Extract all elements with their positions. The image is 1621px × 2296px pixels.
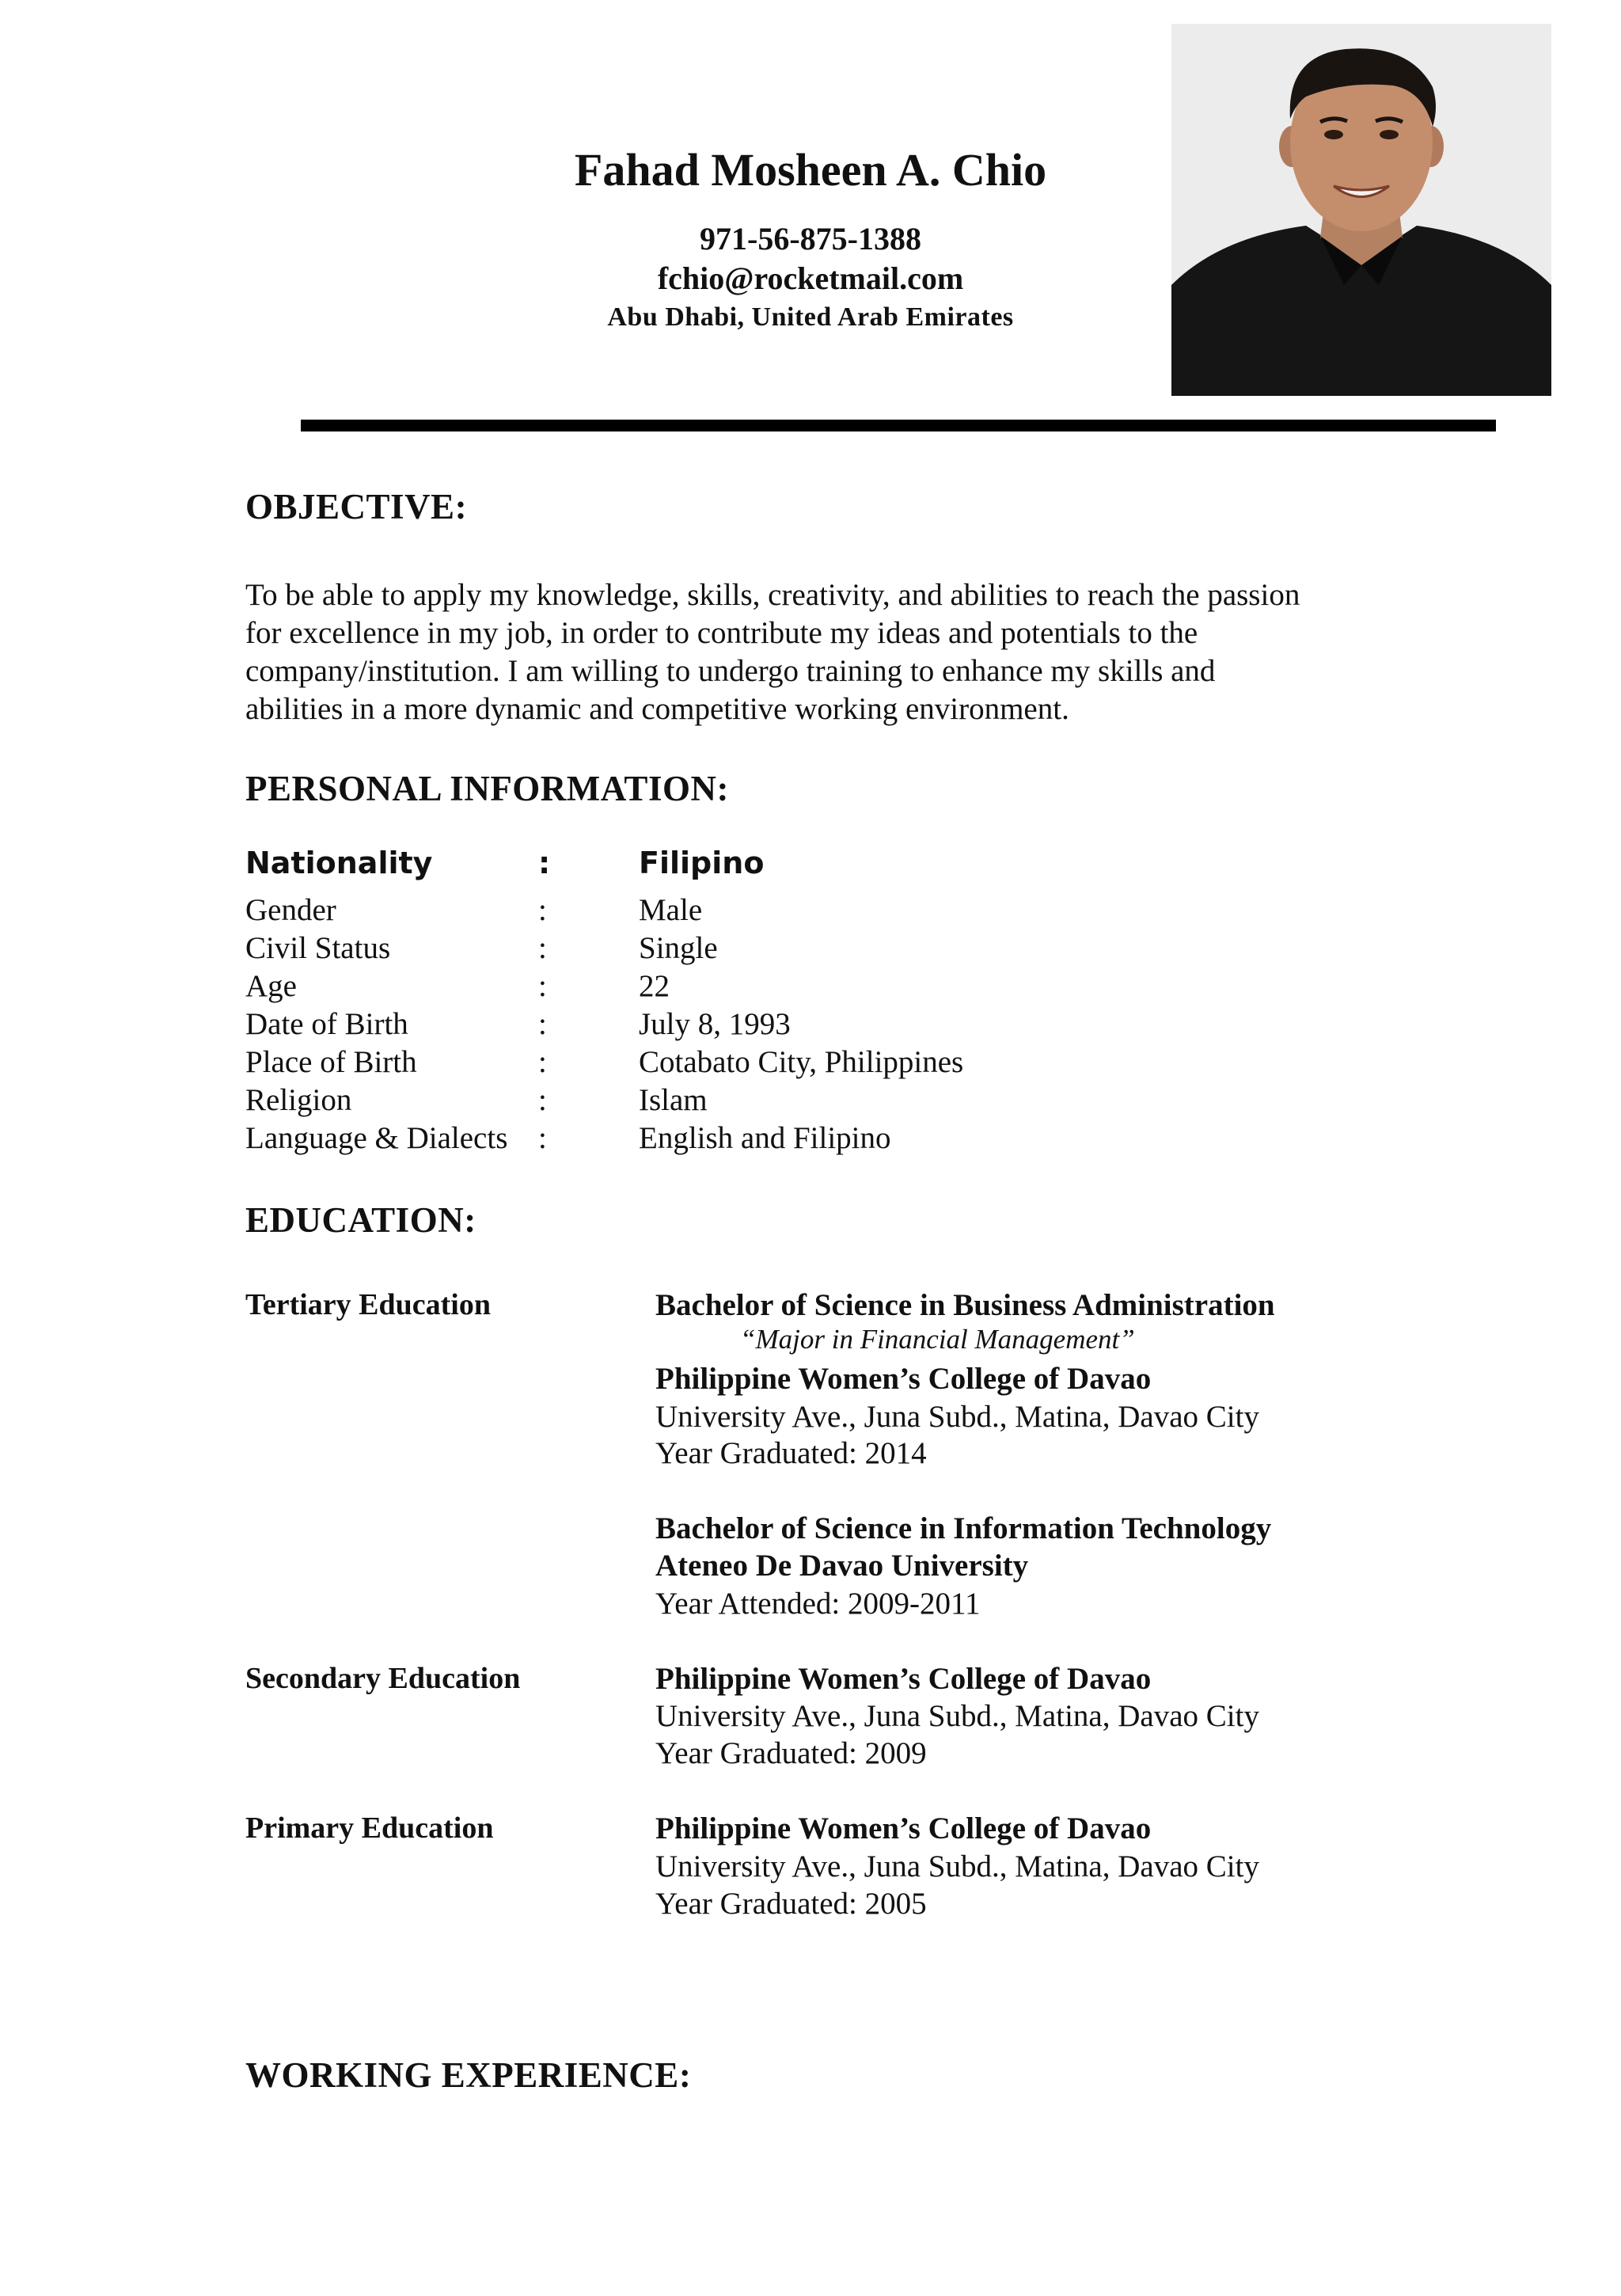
objective-line: for excellence in my job, in order to contribute my ideas and potentials to the (245, 616, 1198, 650)
info-value: Male (639, 893, 703, 927)
school-name: Philippine Women’s College of Davao (655, 1362, 1152, 1396)
info-label: Nationality (245, 846, 433, 880)
school-address: University Ave., Juna Subd., Matina, Davao City (655, 1849, 1259, 1884)
info-row-language (245, 1120, 1274, 1158)
primary-education-label: Primary Education (245, 1811, 494, 1845)
info-label: Religion (245, 1083, 352, 1117)
info-colon: : (538, 846, 551, 880)
info-row-religion (245, 1082, 1274, 1120)
info-label: Age (245, 969, 297, 1003)
email-address: fchio@rocketmail.com (657, 260, 964, 296)
objective-text (245, 576, 1393, 728)
objective-heading: OBJECTIVE: (245, 487, 468, 526)
degree-business-admin: Bachelor of Science in Business Administration (655, 1288, 1275, 1322)
year-graduated: Year Graduated: 2005 (655, 1887, 927, 1921)
school-address: University Ave., Juna Subd., Matina, Davao City (655, 1400, 1259, 1434)
info-value: Filipino (639, 846, 765, 880)
objective-line: To be able to apply my knowledge, skills, creativity, and abilities to reach the passion (245, 578, 1300, 612)
info-value: Islam (639, 1083, 708, 1117)
info-row-civil-status (245, 930, 1274, 968)
year-graduated: Year Graduated: 2009 (655, 1736, 927, 1770)
school-address: University Ave., Juna Subd., Matina, Davao City (655, 1699, 1259, 1733)
year-attended: Year Attended: 2009-2011 (655, 1587, 981, 1621)
degree-major: “Major in Financial Management” (740, 1324, 1135, 1355)
secondary-education-label: Secondary Education (245, 1662, 521, 1695)
applicant-name: Fahad Mosheen A. Chio (574, 144, 1047, 196)
info-label: Civil Status (245, 931, 391, 965)
year-graduated: Year Graduated: 2014 (655, 1436, 927, 1470)
objective-line: company/institution. I am willing to undergo training to enhance my skills and (245, 654, 1216, 688)
info-row-place-of-birth (245, 1044, 1274, 1082)
info-colon: : (538, 969, 547, 1003)
info-colon: : (538, 1121, 547, 1155)
info-row-nationality (245, 846, 1274, 884)
degree-information-technology: Bachelor of Science in Information Technology (655, 1511, 1272, 1545)
info-colon: : (538, 893, 547, 927)
info-value: Cotabato City, Philippines (639, 1045, 964, 1079)
personal-info-heading: PERSONAL INFORMATION: (245, 769, 729, 808)
info-value: 22 (639, 969, 670, 1003)
info-label: Date of Birth (245, 1007, 408, 1041)
info-colon: : (538, 1007, 547, 1041)
info-label: Language & Dialects (245, 1121, 508, 1155)
info-value: English and Filipino (639, 1121, 891, 1155)
info-value: Single (639, 931, 718, 965)
objective-line: abilities in a more dynamic and competitive working environment. (245, 692, 1069, 726)
info-row-gender (245, 892, 1274, 930)
school-name: Philippine Women’s College of Davao (655, 1811, 1152, 1846)
profile-photo (1171, 24, 1551, 396)
location: Abu Dhabi, United Arab Emirates (607, 302, 1014, 332)
header-divider (301, 420, 1496, 431)
school-name: Ateneo De Davao University (655, 1549, 1029, 1583)
tertiary-education-label: Tertiary Education (245, 1288, 491, 1321)
info-colon: : (538, 931, 547, 965)
phone-number: 971-56-875-1388 (700, 221, 921, 257)
info-row-age (245, 968, 1274, 1006)
school-name: Philippine Women’s College of Davao (655, 1662, 1152, 1696)
info-row-date-of-birth (245, 1006, 1274, 1044)
info-colon: : (538, 1045, 547, 1079)
working-experience-heading: WORKING EXPERIENCE: (245, 2055, 692, 2095)
info-label: Gender (245, 893, 336, 927)
info-colon: : (538, 1083, 547, 1117)
education-heading: EDUCATION: (245, 1200, 476, 1240)
info-value: July 8, 1993 (639, 1007, 791, 1041)
info-label: Place of Birth (245, 1045, 417, 1079)
